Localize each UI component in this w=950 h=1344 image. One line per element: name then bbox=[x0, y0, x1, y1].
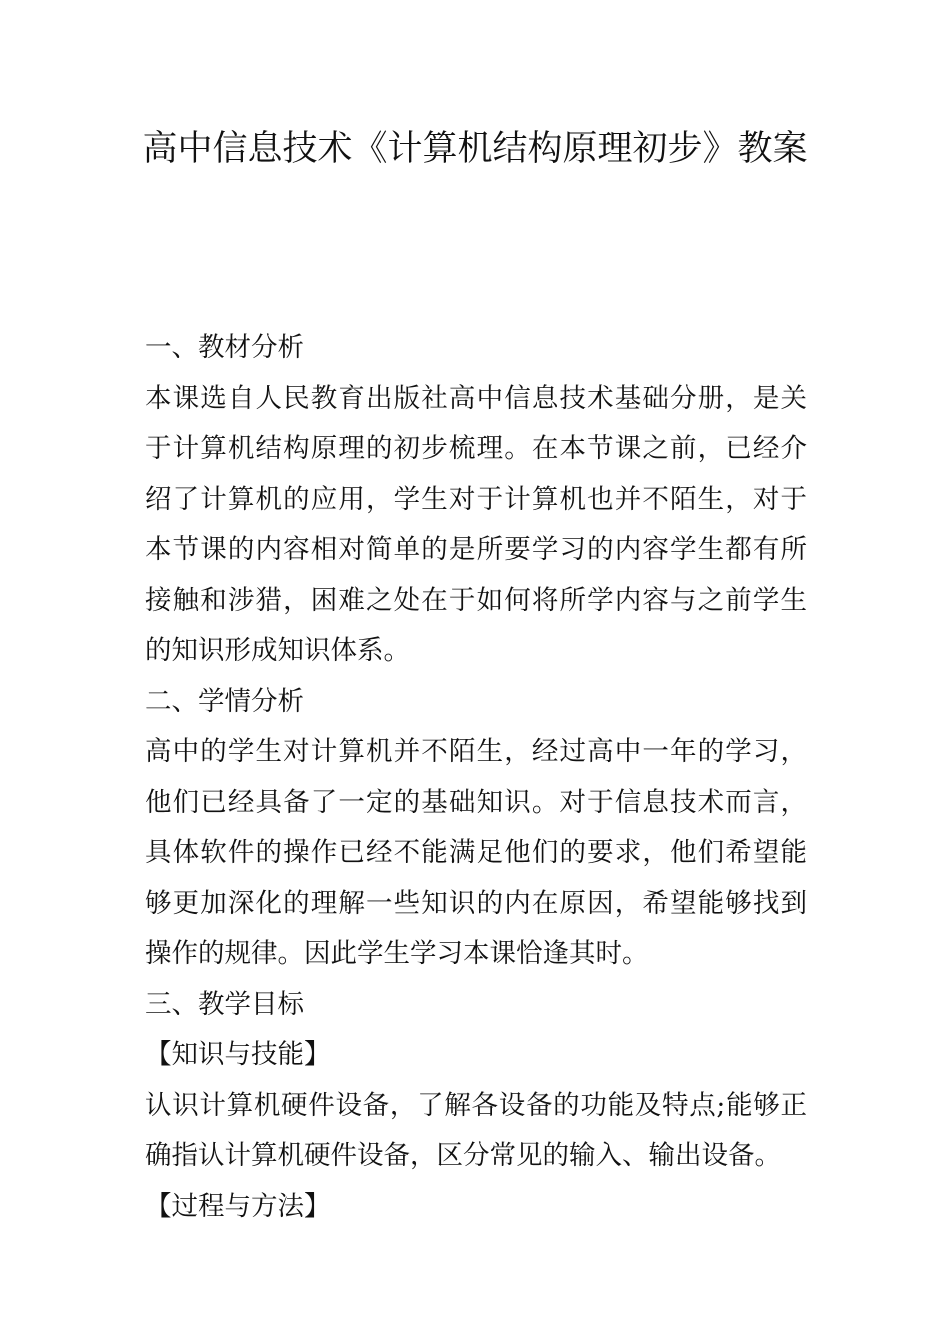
paragraph-textbook-analysis: 本课选自人民教育出版社高中信息技术基础分册，是关于计算机结构原理的初步梳理。在本节课之前，已经介绍了计算机的应用，学生对于计算机也并不陌生，对于本节课的内容相对简单的是所要学习的内容学生都有所接触和涉猎，困难之处在于如何将所学内容与之前学生的知识形成知识体系。 bbox=[145, 382, 807, 666]
section-heading-textbook-analysis: 一、教材分析 bbox=[145, 332, 304, 363]
subheading-process-methods: 【过程与方法】 bbox=[145, 1190, 331, 1222]
subheading-knowledge-skills: 【知识与技能】 bbox=[145, 1039, 331, 1070]
paragraph-student-analysis: 高中的学生对计算机并不陌生，经过高中一年的学习，他们已经具备了一定的基础知识。对于信息技术而言，具体软件的操作已经不能满足他们的要求，他们希望能够更加深化的理解一些知识的内在原因，希望能够找到操作的规律。因此学生学习本课恰逢其时。 bbox=[145, 736, 807, 969]
document-body bbox=[145, 323, 807, 1232]
section-heading-teaching-goals: 三、教学目标 bbox=[145, 988, 304, 1020]
section-heading-student-analysis: 二、学情分析 bbox=[145, 685, 304, 717]
paragraph-knowledge-skills: 认识计算机硬件设备，了解各设备的功能及特点;能够正确指认计算机硬件设备，区分常见的输入、输出设备。 bbox=[145, 1089, 807, 1171]
document-title: 高中信息技术《计算机结构原理初步》教案 bbox=[142, 129, 808, 169]
